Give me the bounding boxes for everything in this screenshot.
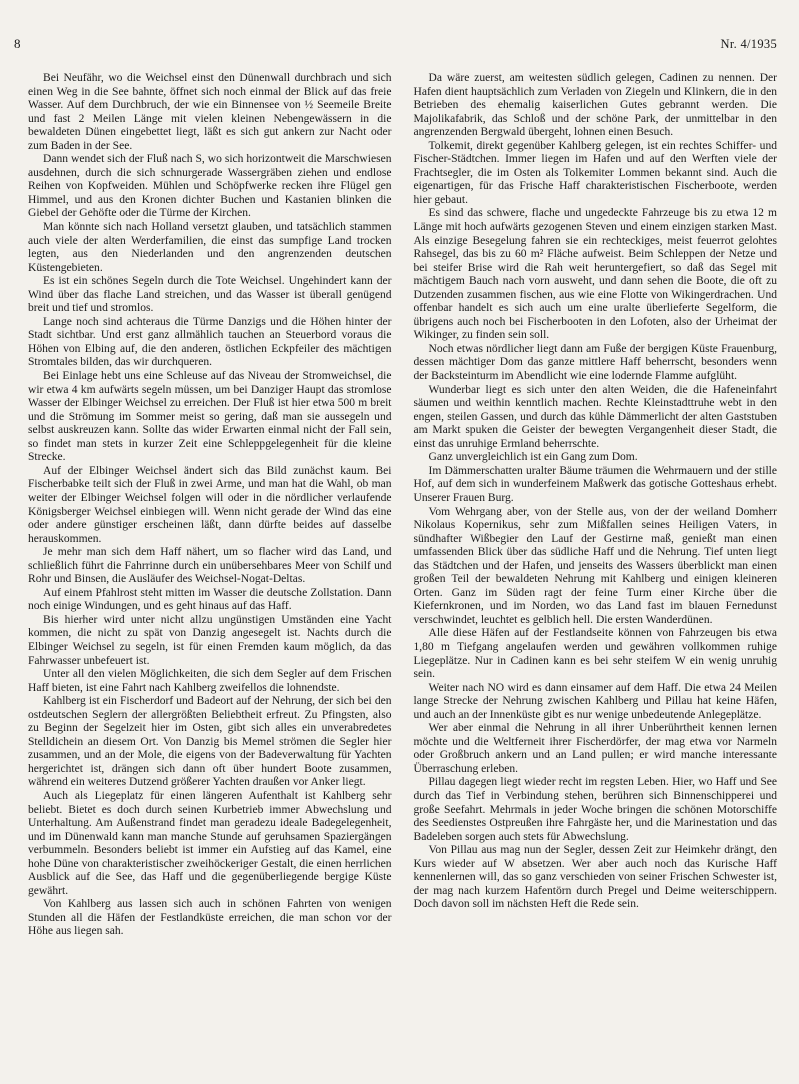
right-column <box>414 72 778 939</box>
left-column <box>28 72 392 939</box>
paragraph: Bei Einlage hebt uns eine Schleuse auf das Niveau der Stromweichsel, die wir etwa 4 km aufwärts segeln müssen, um bei Danziger Haupt das stromlose Wasser der Elbinger Weichsel zu erreichen. Der Fluß ist hier etwa 500 m breit und die Strömung im Sommer meist so gering, daß man sie aussegeln und selbst auskreuzen kann. Sollte das wider Erwarten einmal nicht der Fall sein, so findet man stets in kurzer Zeit eine Schleppgelegenheit für die kleine Strecke. <box>28 370 392 464</box>
paragraph: Man könnte sich nach Holland versetzt glauben, und tatsächlich stammen auch viele der alten Werderfamilien, die einst das sumpfige Land trocken legten, aus den Niederlanden und den angrenzenden deutschen Küstengebieten. <box>28 221 392 274</box>
paragraph: Tolkemit, direkt gegenüber Kahlberg gelegen, ist ein rechtes Schiffer- und Fischer-Städtchen. Immer liegen im Hafen und auf den Werften viele der Frachtsegler, die im Osten als Tolkemiter Lommen bekannt sind. Auch die eigenartigen, für das Frische Haff charakteristischen Fischerboote, werden hier gebaut. <box>413 139 777 206</box>
paragraph: Weiter nach NO wird es dann einsamer auf dem Haff. Die etwa 24 Meilen lange Strecke der Nehrung zwischen Kahlberg und Pillau hat keine Häfen, und auch an der Innenküste gibt es nur wenige unbedeutende Anlegeplätze. <box>413 681 777 721</box>
paragraph: Alle diese Häfen auf der Festlandseite können von Fahrzeugen bis etwa 1,80 m Tiefgang angelaufen werden und gewähren vollkommen ruhige Liegeplätze. Nur in Cadinen kann es bei sehr steifem W ein wenig unruhig sein. <box>413 627 777 681</box>
paragraph: Es sind das schwere, flache und ungedeckte Fahrzeuge bis zu etwa 12 m Länge mit hoch aufwärts gezogenen Steven und einem einzigen starken Mast. Als einzige Besegelung fahren sie ein rechteckiges, meist feuerrot gelohtes Rahsegel, das bis zu 60 m² Fläche aufweist. Beim Schleppen der Netze und bei steifer Brise wird die Rah weit heruntergefiert, so daß das Segel mit mächtigem Bauch nach vorn ausweht, und dann sehen die Boote, die oft zu Dutzenden zusammen fischen, aus wie eine Flotte von Wikingerdrachen. Und offenbar handelt es sich auch um eine uralte überlieferte Segelform, die übrigens auch noch bei Fischerbooten in den Lofoten, also der Urheimat der Wikinger, zu finden sein soll. <box>413 207 777 342</box>
paragraph: Pillau dagegen liegt wieder recht im regsten Leben. Hier, wo Haff und See durch das Tief in Verbindung stehen, berühren sich Binnenschipperei und große Seefahrt. Mehrmals in jeder Woche bringen die schönen Motorschiffe des Seedienstes Ostpreußen ihre Fahrgäste her, und die Marinestation und das Badeleben sorgen auch stets für Abwechslung. <box>413 776 777 843</box>
paragraph: Je mehr man sich dem Haff nähert, um so flacher wird das Land, und schließlich führt die Fahrrinne durch ein unübersehbares Meer von Schilf und Rohr und Binsen, die Ausläufer des Weichsel-Nogat-Deltas. <box>28 546 392 586</box>
paragraph: Von Pillau aus mag nun der Segler, dessen Zeit zur Heimkehr drängt, den Kurs wieder auf W absetzen. Wer aber auch noch das Kurische Haff kennenlernen will, das so ganz verschieden von seiner Frischen Schwester ist, der mag nach kurzem Hafentörn durch Pregel und Deime weiterschippern. Doch davon soll im nächsten Heft die Rede sein. <box>413 844 777 911</box>
paragraph: Auf der Elbinger Weichsel ändert sich das Bild zunächst kaum. Bei Fischerbabke teilt sich der Fluß in zwei Arme, und man hat die Wahl, ob man weiter der Elbinger Weichsel folgen will oder in die nördlicher verlaufende Königsberger Weichsel einbiegen will. Wenn nicht gerade der Wind das eine oder andere günstiger erscheinen läßt, dann dürfte beides auf dasselbe herauskommen. <box>28 464 392 545</box>
issue-number: Nr. 4/1935 <box>720 37 777 51</box>
article-body <box>28 72 777 939</box>
paragraph: Auf einem Pfahlrost steht mitten im Wasser die deutsche Zollstation. Dann noch einige Windungen, und es geht hinaus auf das Haff. <box>28 586 392 613</box>
paragraph: Wunderbar liegt es sich unter den alten Weiden, die die Hafeneinfahrt säumen und weithin kenntlich machen. Rechte Kleinstadttruhe webt in den engen, steilen Gassen, und durch das kühle Dämmerlicht der alten Gaststuben am Markt spuken die Geister der bewegten Vergangenheit dieser Stadt, die einst das unruhige Ermland beherrschte. <box>413 383 777 450</box>
paragraph: Vom Wehrgang aber, von der Stelle aus, von der der weiland Domherr Nikolaus Kopernikus, sehr zum Mißfallen seines Heiligen Vaters, in sündhafter Wißbegier den Lauf der Gestirne maß, genießt man einen umfassenden Blick über das südliche Haff und die Nehrung. Tief unten liegt das Städtchen und der Hafen, und jenseits des Wassers überblickt man einen großen Teil der bewaldeten Nehrung mit Kahlberg und einigen kleineren Orten. Ganz im Süden ragt der feine Turm einer Kirche über die Kiefernkronen, und im Norden, wo das Land fast im blauen Fernedunst verschwindet, leuchtet es gelblich hell. Die ersten Wanderdünen. <box>413 505 777 626</box>
paragraph: Wer aber einmal die Nehrung in all ihrer Unberührtheit kennen lernen möchte und die Weltferneit ihrer Fischerdörfer, der mag etwa vor Narmeln oder Großbruch ankern und an Land pullen; er wird manche interessante Überraschung erleben. <box>413 722 777 775</box>
paragraph: Bei Neufähr, wo die Weichsel einst den Dünenwall durchbrach und sich einen Weg in die See bahnte, öffnet sich noch einmal der Blick auf das freie Wasser. Auf dem Durchbruch, der wie ein Binnensee von ½ Seemeile Breite und fast 2 Meilen Länge mit vielen kleinen Nebengewässern in die bewaldeten Dünen eingebettet liegt, läßt es sich gut ankern zur Nacht oder zum Baden in der See. <box>28 72 392 152</box>
page-header <box>14 36 777 58</box>
paragraph: Da wäre zuerst, am weitesten südlich gelegen, Cadinen zu nennen. Der Hafen dient hauptsächlich zum Verladen von Ziegeln und Klinkern, die in den Betrieben des ehemalig kaiserlichen Gutes gebrannt werden. Die Majolikafabrik, das Schloß und der schöne Park, der unmittelbar in den angrenzenden Bergwald übergeht, lohnen einen Besuch. <box>413 72 777 139</box>
paragraph: Kahlberg ist ein Fischerdorf und Badeort auf der Nehrung, der sich bei den ostdeutschen Seglern der allergrößten Beliebtheit erfreut. Zu Pfingsten, also zu Beginn der Segelzeit hier im Osten, gibt sich alles ein unverabredetes Stelldichein an diesem Ort. Von Danzig bis Memel strömen die Segler hier zusammen, und an der Mole, die eigens von der Badeverwaltung für Yachten hergerichtet ist, drängen sich dann oft über hundert Boote zusammen, während ein weiteres Dutzend größerer Yachten draußen vor Anker liegt. <box>28 695 392 789</box>
paragraph: Ganz unvergleichlich ist ein Gang zum Dom. <box>428 451 638 464</box>
paragraph: Dann wendet sich der Fluß nach S, wo sich horizontweit die Marschwiesen ausdehnen, durch die sich schnurgerade Wassergräben ziehen und endlose Reihen von Kopfweiden. Mühlen und Schöpfwerke recken ihre Flügel gen Himmel, und aus den Kronen dichter Buchen und Kastanien blinken die Giebel der Gehöfte oder die Türme der Kirchen. <box>28 153 392 220</box>
paragraph: Bis hierher wird unter nicht allzu ungünstigen Umständen eine Yacht kommen, die nicht zu spät von Danzig angesegelt ist. Nachts durch die Elbinger Weichsel zu segeln, ist für einen Fremden kaum möglich, da das Fahrwasser unbefeuert ist. <box>28 613 392 667</box>
paragraph: Im Dämmerschatten uralter Bäume träumen die Wehrmauern und der stille Hof, auf dem sich in wunderfeinem Maßwerk das gotische Gotteshaus erhebt. Unserer Frauen Burg. <box>413 464 777 504</box>
paragraph: Unter all den vielen Möglichkeiten, die sich dem Segler auf dem Frischen Haff bieten, ist eine Fahrt nach Kahlberg zweifellos die lohnendste. <box>28 668 392 694</box>
paragraph: Es ist ein schönes Segeln durch die Tote Weichsel. Ungehindert kann der Wind über das flache Land streichen, und das Wasser ist überall genügend breit und tief und stromlos. <box>28 275 392 315</box>
page-number: 8 <box>14 36 21 51</box>
paragraph: Lange noch sind achteraus die Türme Danzigs und die Höhen hinter der Stadt sichtbar. Und erst ganz allmählich tauchen an Steuerbord voraus die Höhen von Elbing auf, die den anderen, östlichen Eckpfeiler des mächtigen Stromtales bilden, das wir durchqueren. <box>28 315 392 369</box>
paragraph: Auch als Liegeplatz für einen längeren Aufenthalt ist Kahlberg sehr beliebt. Bietet es doch durch seinen Kurbetrieb immer Abwechslung und Unterhaltung. Am Außenstrand findet man geradezu ideale Badegelegenheit, und im Dünenwald kann man manche Stunde auf geruhsamen Spaziergängen verbummeln. Besonders beliebt ist immer ein Aufstieg auf das Kamel, eine hohe Düne von charakteristischer zweihöckeriger Gestalt, die einen herrlichen Ausblick auf die See, das Haff und die gegenüberliegende bergige Küste gewährt. <box>28 789 392 897</box>
paragraph: Von Kahlberg aus lassen sich auch in schönen Fahrten von wenigen Stunden all die Häfen der Festlandküste erreichen, die man schon vor der Höhe aus liegen sah. <box>28 898 392 938</box>
paragraph: Noch etwas nördlicher liegt dann am Fuße der bergigen Küste Frauenburg, dessen mächtiger Dom das ganze mittlere Haff beherrscht, besonders wenn der Backsteinturm im Abendlicht wie eine lodernde Flamme aufglüht. <box>413 342 777 383</box>
